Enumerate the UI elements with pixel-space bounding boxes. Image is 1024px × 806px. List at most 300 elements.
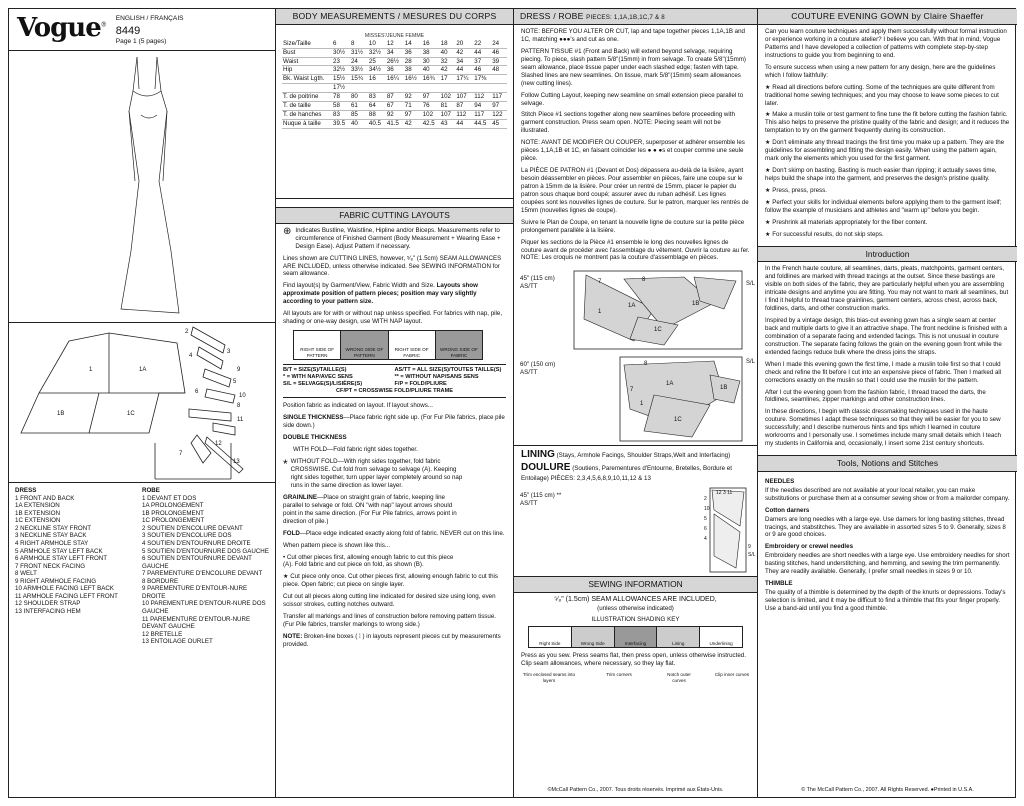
abbr-astt: AS/TT = ALL SIZE(S)/TOUTES TAILLE(S) [394,366,502,373]
measurement-cell: 30 [422,57,440,66]
bustline-symbol-icon: ⊕ [283,225,292,237]
svg-text:1C: 1C [674,417,682,424]
grainline-text: GRAINLINE—Place on straight grain of fabric, keeping line parallel to selvage or fold. ON "with nap" layout arrows should point in the same direction. (For Fur Pile fabrics, arrows point in direction of pile.) [283,493,457,525]
measurement-cell: 10 [368,40,386,48]
measurement-cell: 102 [440,93,456,102]
measurement-cell: 78 [332,93,350,102]
measurement-label: Bk. Waist Lgth. [282,75,332,84]
diagram-label-9: 9 [237,367,241,373]
diagram-label-10: 10 [239,393,246,399]
seam-allowance-sub: (unless otherwise indicated) [597,604,674,612]
layout-45-label: 45" (115 cm) AS/TT [520,275,555,291]
dress-instructions [514,25,757,269]
cut-once-text: ★ Cut piece only once. Cut other pieces first, allowing enough fabric to cut this piece. Open fabric; cut piece on single layer. [283,573,499,589]
diagram-label-1a: 1A [139,367,147,373]
diagram-label-6: 6 [195,389,199,395]
measurement-cell: 39 [491,57,507,66]
introduction-paragraph: After I cut the evening gown from the fashion fabric, I thread traced the darts, the foldlines, seamlines, zipper markings and other construction lines. [765,388,986,404]
trim-corners: Trim corners [606,672,632,678]
measurements-table-area [276,25,513,199]
measurement-row [282,120,507,129]
measurement-cell: 26½ [386,57,404,66]
measurement-row [282,75,507,84]
column-pieces [9,9,276,797]
misses-label: MISSES'/JEUNE FEMME [364,33,425,39]
abbr-nap: * = WITH NAP/AVEC SENS [283,373,353,380]
sewing-copyright: ©McCall Pattern Co., 2007. Tous droits réservés. Imprimé aux États-Unis. [547,787,724,794]
pieces-french-title: ROBE [142,487,160,494]
needles-text: If the needles described are not available at your local retailer, you can make substitutions or purchase them at a consumer sewing show or from a mailorder company. [765,486,1010,502]
measurement-cell: 24 [350,57,368,66]
measurement-cell: 17½ [332,84,350,93]
measurement-cell: 58 [332,102,350,111]
introduction-body [758,262,1017,455]
couture-p2: To ensure success when using a new pattern for any design, here are the guidelines which I follow faithfully: [765,63,996,79]
svg-text:1: 1 [640,401,644,408]
measurement-cell: 44.5 [473,120,491,129]
measurement-cell: 44 [455,120,473,129]
measurement-cell: 46 [491,48,507,57]
measurement-cell: 40 [440,48,456,57]
measurement-cell: 34 [455,57,473,66]
diagram-label-3: 3 [227,349,231,355]
tools-body [758,472,1017,620]
measurement-cell: 30½ [332,48,350,57]
header-block [9,9,275,51]
measurement-cell: 80 [350,93,368,102]
svg-text:7: 7 [630,387,634,394]
without-fold-text: * WITHOUT FOLD—With right sides together, fold fabric CROSSWISE. Cut fold from selvage to selvage (A). Keeping right sides together, turn upper layer completely around so nap runs in the same direction as lower layer. [283,457,463,489]
measurement-cell: 32 [440,57,456,66]
diagram-label-13: 13 [233,459,240,465]
piece-item-english: 1 FRONT AND BACK [15,494,75,502]
measurement-cell: 34½ [368,66,386,75]
piece-item-french: 9 PAREMENTURE D'ENTOUR-NURE DROITE [142,585,248,600]
measurement-cell [455,84,473,93]
diagram-label-8: 8 [237,403,241,409]
piece-item-french: 3 SOUTIEN D'ENCOLURE DOS [142,532,232,540]
fabric-cutting-title: FABRIC CUTTING LAYOUTS [276,207,513,224]
diagram-label-1b: 1B [57,411,65,417]
measurement-cell: 32½ [332,66,350,75]
measurement-cell: 107 [440,111,456,120]
pieces-english [15,487,142,646]
dress-layout-45 [514,269,757,355]
embroidery-text: Embroidery needles are short needles with a large eye. Use embroidery needles for short basting stitches, hand understitching, and hemming, and sewing the trim permanently. They are readily available. Generally, I prefer small needles in sizes 9 or 10. [765,552,1010,576]
measurement-cell: 16¾ [422,75,440,84]
svg-text:4: 4 [704,535,707,542]
measurement-cell: 12 [386,40,404,48]
measurement-cell: 43 [440,120,456,129]
pattern-pieces-diagram-icon [9,323,276,483]
measurement-cell: 87 [455,102,473,111]
piece-item-french: 8 BORDURE [142,577,179,585]
garment-layout-diagram [9,323,275,483]
measurement-cell: 40.5 [368,120,386,129]
couture-tips [765,84,1010,239]
measurement-label: Nuque à taille [282,120,332,129]
svg-text:7: 7 [598,279,602,286]
dress-p3: Follow Cutting Layout, keeping new seamline on small extension piece parallel to selvage. [521,91,744,107]
dress-p1: NOTE: BEFORE YOU ALTER OR CUT, lap and tape together pieces 1,1A,1B and 1C, matching ●●●'s and cut as one. [521,28,745,43]
column-couture [758,9,1017,797]
abbr-crosswise: CF/PT = CROSSWISE FOLD/PLIURE TRAME [335,388,453,395]
piece-item-english: 1B EXTENSION [15,509,61,517]
measurement-cell: 46 [473,66,491,75]
introduction-title: Introduction [758,246,1017,263]
svg-text:1B: 1B [720,385,728,392]
dress-p2: PATTERN TISSUE #1 (Front and Back) will extend beyond selvage, requiring piecing. To piece, slash pattern 5/8"(15mm) in from selvage. To create 5/8"(15mm) seam allowance, place tissue paper under each slashed edge; fasten with tape. Slashed lines are new seamlines. On tissue, mark 5/8"(15mm) seam allowances (new cutting lines). [521,47,746,87]
dress-p5: NOTE: AVANT DE MODIFIER OU COUPER, superposer et adhérer ensemble les pièces 1,1A,1B et 1C, en faisant coïncider les ● ● ●s et couper comme une seule pièce. [521,139,745,163]
cut-all-text: Cut out all pieces along cutting line indicated for desired size using long, even scissor strokes, cutting notches outward. [283,593,496,609]
lining-layout [514,486,757,576]
measurement-row [282,111,507,120]
measurement-cell: 61 [350,102,368,111]
measurement-cell: 92 [386,111,404,120]
measurement-label: Bust [282,48,332,57]
measurement-cell: 40 [350,120,368,129]
measurement-cell [386,84,404,93]
clip-curves: Clip inner curves [714,672,750,678]
couture-tip: ★ Make a muslin toile or test garment to fine tune the fit before cutting the fashion fabric. This also helps to preserve the pristine quality of the fabric and design; and it reduces the temptation to try on the garment frequently during its construction. [765,111,1010,135]
seam-allowance-text: ⁵⁄₈" (1.5cm) SEAM ALLOWANCES ARE INCLUDED, [554,595,717,603]
diagram-label-1c: 1C [127,411,135,417]
abbr-selvage: S/L = SELVAGE(S)/LISIÈRE(S) [283,381,363,388]
svg-text:1B: 1B [692,301,700,308]
measurement-label [282,84,332,93]
measurement-cell: 37 [473,57,491,66]
measurement-cell: 36 [386,66,404,75]
intro-paragraph [283,227,506,251]
couture-title: COUTURE EVENING GOWN by Claire Shaeffer [758,9,1017,25]
measurement-cell: 18 [440,40,456,48]
vogue-logo: Vogue® [17,13,106,43]
column-dress [514,9,758,797]
measurement-cell: 17¼ [455,75,473,84]
needles-title: NEEDLES [765,477,795,485]
abbreviation-key [283,364,506,399]
legend-wrong-pattern: WRONG SIDE OF PATTERN [341,331,388,359]
notch-curves: Notch outer curves [667,672,691,684]
press-text: Press as you sew. Press seams flat, then press open, unless otherwise instructed. Clip seam allowances, where necessary, so they lay flat. [521,652,746,668]
svg-text:S/L: S/L [748,551,756,558]
piece-item-french: 7 PAREMENTURE D'ENCOLURE DEVANT [142,570,263,578]
position-text: Position fabric as indicated on layout. If layout shows... [283,402,433,410]
measurement-cell: 85 [350,111,368,120]
fold-text: FOLD—Place edge indicated exactly along fold of fabric. NEVER cut on this line. [283,529,505,537]
svg-text:1: 1 [598,309,602,316]
trim-layers: Trim enclosed seams into layers [522,672,576,684]
piece-item-french: 12 BRETELLE [142,630,183,638]
piece-item-french: 6 SOUTIEN D'ENTOURNURE DEVANT GAUCHE [142,555,252,570]
thimble-text: The quality of a thimble is determined by the depth of the knurls or depressions. Today's selection is limited, and it may be difficult to find a thimble that fits your finger properly. Use a band-aid until you find a good thimble. [765,589,1006,612]
couture-p1: Can you learn couture techniques and apply them successfully without formal instruction or experience working in a couture atelier? I believe you can. With that in mind, Vogue Patterns and I have developed a collection of patterns with complete step-by-step instructions to guide you from beginning to end. [765,28,1007,59]
piece-item-english: 7 FRONT NECK FACING [15,562,86,570]
measurement-cell: 42 [440,66,456,75]
measurement-cell: 16 [368,75,386,84]
svg-text:1C: 1C [654,327,662,334]
measurement-cell: 42 [404,120,422,129]
measurement-cell: 40 [422,66,440,75]
dress-layout-60 [514,355,757,445]
svg-text:12 3 11: 12 3 11 [716,489,733,496]
measurement-cell: 16¼ [386,75,404,84]
cut-other-text: • Cut other pieces first, allowing enough fabric to cut this piece (A). Fold fabric and cut piece on fold, as shown (B). [283,553,454,569]
measurement-cell: 48 [491,66,507,75]
header-meta [116,15,184,46]
svg-text:1A: 1A [666,381,674,388]
measurement-cell: 34 [386,48,404,57]
dress-p6: La PIÈCE DE PATRON #1 (Devant et Dos) dépassera au-delà de la lisière, ayant besoin déassembler en pièces. Pour assembler en pièces, faire une coupe sur le patron à 15mm de la lisière. Pour créer un rentré de 15mm, placer le papier du patron sous chaque bord coupé; assurer avec du ruban adhésif. Les lignes coupées sont les nouvelles lignes de couture. Sur le patron, marquer les rentrés de 15mm (nouvelles lignes de coupe). [521,167,749,214]
couture-copyright: © The McCall Pattern Co., 2007. All Rights Reserved. ●Printed in U.S.A. [801,787,974,794]
measurement-row [282,84,507,93]
diagram-label-12: 12 [215,441,222,447]
piece-item-english: 8 WELT [15,570,37,578]
note-text: NOTE: Broken-line boxes ( ⁞ ) in layouts represent pieces cut by measurements provided. [283,633,501,648]
selvage-mark: S/L [746,281,756,288]
lining-title: LINING (Stays, Armhole Facings, Shoulder Straps,Welt and Interfacing) DOULURE (Soutiens, Parementures d'Entourne, Bretelles, Bordure et Entoilage) PIÈCES: 2,3,4,5,6,8,9,10,11,12 & 13 [514,445,757,486]
asterisk-icon: * [283,457,288,472]
fabric-legend [293,330,483,360]
language-label: ENGLISH / FRANÇAIS [115,15,184,22]
measurement-cell: 6 [332,40,350,48]
measurement-cell: 94 [473,102,491,111]
sewing-info-body [514,593,757,687]
measurement-cell: 15½ [332,75,350,84]
measurement-cell: 22 [473,40,491,48]
measurement-cell: 14 [404,40,422,48]
measurement-cell: 42 [455,48,473,57]
svg-text:8: 8 [644,361,648,368]
svg-text:2: 2 [704,495,707,502]
measurement-cell: 88 [368,111,386,120]
measurement-cell: 44 [473,48,491,57]
measurement-row [282,40,507,48]
piece-item-french: 1C PROLONGEMENT [142,517,205,525]
measurement-cell [440,84,456,93]
cotton-darners-title: Cotton darners [765,506,810,514]
piece-item-english: 3 NECKLINE STAY BACK [15,532,87,540]
couture-tip: ★ Perfect your skills for individual elements before applying them to the garment itself; follow the example of musicians and athletes and "warm up" before you begin. [765,198,1002,214]
measurement-cell [491,75,507,84]
measurement-label: T. de taille [282,102,332,111]
measurement-row [282,57,507,66]
measurement-row [282,66,507,75]
measurement-cell: 117 [473,111,491,120]
dress-p8: Piquer les sections de la Pièce #1 ensemble le long des nouvelles lignes de couture avant de procéder avec l'assemblage du vêtement. Ouvrir la couture au fer. NOTE: Les croquis ne montrent pas la couture d'assemblage en pièces. [521,238,750,262]
sheet-frame [8,8,1016,798]
piece-item-french: 10 PAREMENTURE D'ENTOUR-NURE DOS GAUCHE [142,600,266,615]
piece-item-french: 13 ENTOILAGE OURLET [142,638,213,646]
abbr-fold: F/P = FOLD/PLIURE [394,381,447,388]
piece-item-english: 9 RIGHT ARMHOLE FACING [15,577,97,585]
single-thickness-text: SINGLE THICKNESS—Place fabric right side up. (For Fur Pile fabrics, place pile side down.) [283,414,505,430]
pieces-list [9,483,275,650]
measurement-cell: 87 [386,93,404,102]
measurement-cell: 36 [404,48,422,57]
measurement-label: Waist [282,57,332,66]
diagram-label-4: 4 [189,353,193,359]
measurement-cell: 112 [455,111,473,120]
measurement-cell: 64 [368,102,386,111]
measurement-cell: 24 [491,40,507,48]
legend-right-pattern: RIGHT SIDE OF PATTERN [294,331,341,359]
cotton-darners-text: Darners are long needles with a large eye. Use darners for long basting stitches, thread tracings, and stabstitches. They are available in assorted sizes 5 to 9. Generally, sizes 8 or 9 are good choices. [765,515,1006,539]
measurement-cell: 42.5 [422,120,440,129]
tools-title: Tools, Notions and Stitches [758,455,1017,472]
measurement-cell: 97 [404,111,422,120]
with-fold-text: WITH FOLD—Fold fabric right sides together. [293,446,418,454]
dress-sketch-icon [9,51,276,323]
piece-item-english: 4 RIGHT ARMHOLE STAY [15,539,89,547]
dress-sketch-area [9,51,275,323]
svg-text:6: 6 [704,525,707,532]
measurement-cell: 92 [404,93,422,102]
piece-item-english: 13 INTERFACING HEM [15,608,81,615]
diagram-label-1: 1 [89,367,93,373]
layout-60-label: 60" (150 cm) AS/TT [520,361,556,377]
piece-item-english: 2 NECKLINE STAY FRONT [15,524,91,532]
pieces-english-title: DRESS [15,487,37,494]
pieces-french [142,487,269,646]
measurements-table [282,40,507,129]
piece-item-french: 5 SOUTIEN D'ENTOURNURE DOS GAUCHE [142,547,269,555]
shade-interfacing: Interfacing [615,627,658,647]
measurement-cell: 81 [440,102,456,111]
measurement-row [282,93,507,102]
shade-underlining: Underlining [709,641,733,647]
measurement-cell: 83 [368,93,386,102]
shade-lining: Lining [657,627,700,647]
couture-tip: ★ Read all directions before cutting. Some of the techniques are quite different from traditional home sewing techniques; and you may choose to leave some pieces to cut later. [765,83,999,107]
piece-item-english: 12 SHOULDER STRAP [15,600,81,608]
measurement-cell: 17⅜ [473,75,491,84]
nap-text: All layouts are for with or without nap unless specified. For fabrics with nap, pile, shading or one-way design, use WITH NAP layout. [283,310,503,326]
measurement-cell: 102 [422,111,440,120]
measurement-cell: 83 [332,111,350,120]
measurement-cell: 31½ [350,48,368,57]
piece-item-english: 6 ARMHOLE STAY LEFT FRONT [15,555,108,563]
dress-title: DRESS / ROBE PIECES: 1,1A,1B,1C,7 & 8 [514,9,757,25]
measurement-cell: 67 [386,102,404,111]
measurement-cell: 45 [491,120,507,129]
measurement-cell: 41.5 [386,120,404,129]
introduction-paragraph: Inspired by a vintage design, this bias-cut evening gown has a single seam at center back and multiple darts to give it an attractive shape. The front neckline is finished with a combination of a separate facing and extended facings. This is not unusual in couture construction. The separate facing follows the grain on the evening gown front while the extended facings reduce bulk where the dress joins the straps. [765,317,1008,356]
shade-wrong-side: Wrong Side [572,627,615,647]
measurement-cell: 107 [455,93,473,102]
measurement-cell [350,84,368,93]
measurement-cell: 112 [473,93,491,102]
abbr-bt: B/T = SIZE(S)/TAILLE(S) [283,366,347,373]
sewing-info-title: SEWING INFORMATION [514,576,757,593]
measurement-cell: 16½ [404,75,422,84]
shade-right-side: Right Side [529,627,572,647]
piece-item-english: 10 ARMHOLE FACING LEFT BACK [15,585,114,593]
diagram-label-7: 7 [179,451,183,457]
measurement-cell: 117 [491,93,507,102]
legend-right-fabric: RIGHT SIDE OF FABRIC [389,331,436,359]
measurement-cell: 32½ [368,48,386,57]
intro-text: Indicates Bustline, Waistline, Hipline and/or Biceps. Measurements refer to circumference of Finished Garment (Body Measurement + Wearing Ease + Design Ease). Adjust Pattern if necessary. [295,226,501,250]
measurement-cell: 20 [455,40,473,48]
piece-item-french: 4 SOUTIEN D'ENTOURNURE DROITE [142,539,251,547]
shading-key [528,626,743,648]
measurement-cell: 15¾ [350,75,368,84]
couture-tip: ★ For successful results, do not skip steps. [765,230,884,238]
trim-diagrams [521,672,750,684]
svg-text:S/L: S/L [746,359,756,366]
measurement-cell [404,84,422,93]
find-layout-text: Find layout(s) by Garment/View, Fabric Width and Size. Layouts show approximate position of pattern pieces; position may vary slightly according to your pattern size. [283,282,478,306]
svg-text:9: 9 [748,543,751,550]
couture-tip: ★ Preshrink all materials appropriately for the fiber content. [765,218,928,226]
dress-p7: Suivre le Plan de Coupe, en tenant la nouvelle ligne de couture sur la petite pièce prolongement parallèle à la lisière. [521,218,745,234]
measurement-cell: 8 [350,40,368,48]
legend-wrong-fabric: WRONG SIDE OF FABRIC [436,331,482,359]
measurement-cell [368,84,386,93]
measurements-title: BODY MEASUREMENTS / MESURES DU CORPS [276,9,513,25]
measurement-cell: 23 [332,57,350,66]
measurement-cell: 39.5 [332,120,350,129]
fabric-cutting-body [276,224,513,656]
svg-text:8: 8 [642,277,646,284]
measurement-cell [422,84,440,93]
piece-item-english: 1C EXTENSION [15,517,61,525]
cutting-lines-text: Lines shown are CUTTING LINES, however, ⁵⁄₈" (1.5cm) SEAM ALLOWANCES ARE INCLUDED, unless otherwise indicated. See SEWING INFORMATION for seam allowance. [283,254,502,278]
measurement-cell: 44 [455,66,473,75]
measurement-row [282,48,507,57]
diagram-label-5: 5 [233,379,237,385]
dress-p4: Stitch Piece #1 sections together along new seamlines before proceeding with garment construction. Press seam open. NOTE: Piecing seam will not be illustrated. [521,111,735,135]
column-measurements [276,9,514,797]
svg-text:1A: 1A [628,303,636,310]
svg-text:5: 5 [704,515,707,522]
measurement-cell: 16 [422,40,440,48]
introduction-paragraph: In these directions, I begin with classic dressmaking techniques used in the haute couture. Sometimes I adapt these techniques so that they will be easier for you to sew successfully; and I describe numerous hints and tips which I learned in couture workrooms and I personally use. I sometimes include many small details which I teach my students in California and, occasionally, I insert some 21st century shortcuts. [765,408,1001,448]
layout-60-diagram-icon [514,355,758,445]
couture-tip: ★ Don't skimp on basting. Basting is much easier than ripping; it actually saves time, helps build the shape into the garment, and preserves the design's pristine quality. [765,167,997,182]
svg-text:10: 10 [704,505,710,512]
piece-item-english: 1A EXTENSION [15,502,60,510]
introduction-paragraph: When I made this evening gown the first time, I made a muslin toile first so that I could check and refine the fit before I cut into an expensive piece of fabric. Then I marked all corrections exactly on the muslin so that I could use the muslin for the pattern. [765,360,1002,384]
measurement-cell: 25 [368,57,386,66]
couture-tip: ★ Press, press, press. [765,186,827,194]
measurement-cell: 33½ [350,66,368,75]
piece-item-french: 2 SOUTIEN D'ENCOLURE DEVANT [142,524,243,532]
measurement-cell [473,84,491,93]
measurement-label: Size/Taille [282,40,332,48]
transfer-text: Transfer all markings and lines of construction before removing pattern tissue. (Fur Pile fabrics, transfer markings to wrong side.) [283,613,496,629]
lining-layout-label: 45" (115 cm) ** AS/TT [520,491,562,507]
piece-item-french: 1B PROLONGEMENT [142,509,204,517]
abbr-without-nap: ** = WITHOUT NAP/SANS SENS [394,373,479,380]
piece-item-french: 1 DEVANT ET DOS [142,494,197,502]
measurement-label: T. de hanches [282,111,332,120]
measurement-cell: 76 [422,102,440,111]
measurement-row [282,102,507,111]
piece-item-french: 11 PAREMENTURE D'ENTOUR-NURE DEVANT GAUCHE [142,615,251,631]
measurement-label: Hip [282,66,332,75]
piece-item-english: 5 ARMHOLE STAY LEFT BACK [15,547,103,555]
diagram-label-11: 11 [237,417,244,423]
measurement-cell: 71 [404,102,422,111]
measurement-label: T. de poitrine [282,93,332,102]
measurement-cell: 38 [422,48,440,57]
pattern-number: 8449 [115,24,141,37]
measurement-cell: 28 [404,57,422,66]
measurement-cell: 122 [491,111,507,120]
piece-item-english: 11 ARMHOLE FACING LEFT FRONT [15,592,118,600]
